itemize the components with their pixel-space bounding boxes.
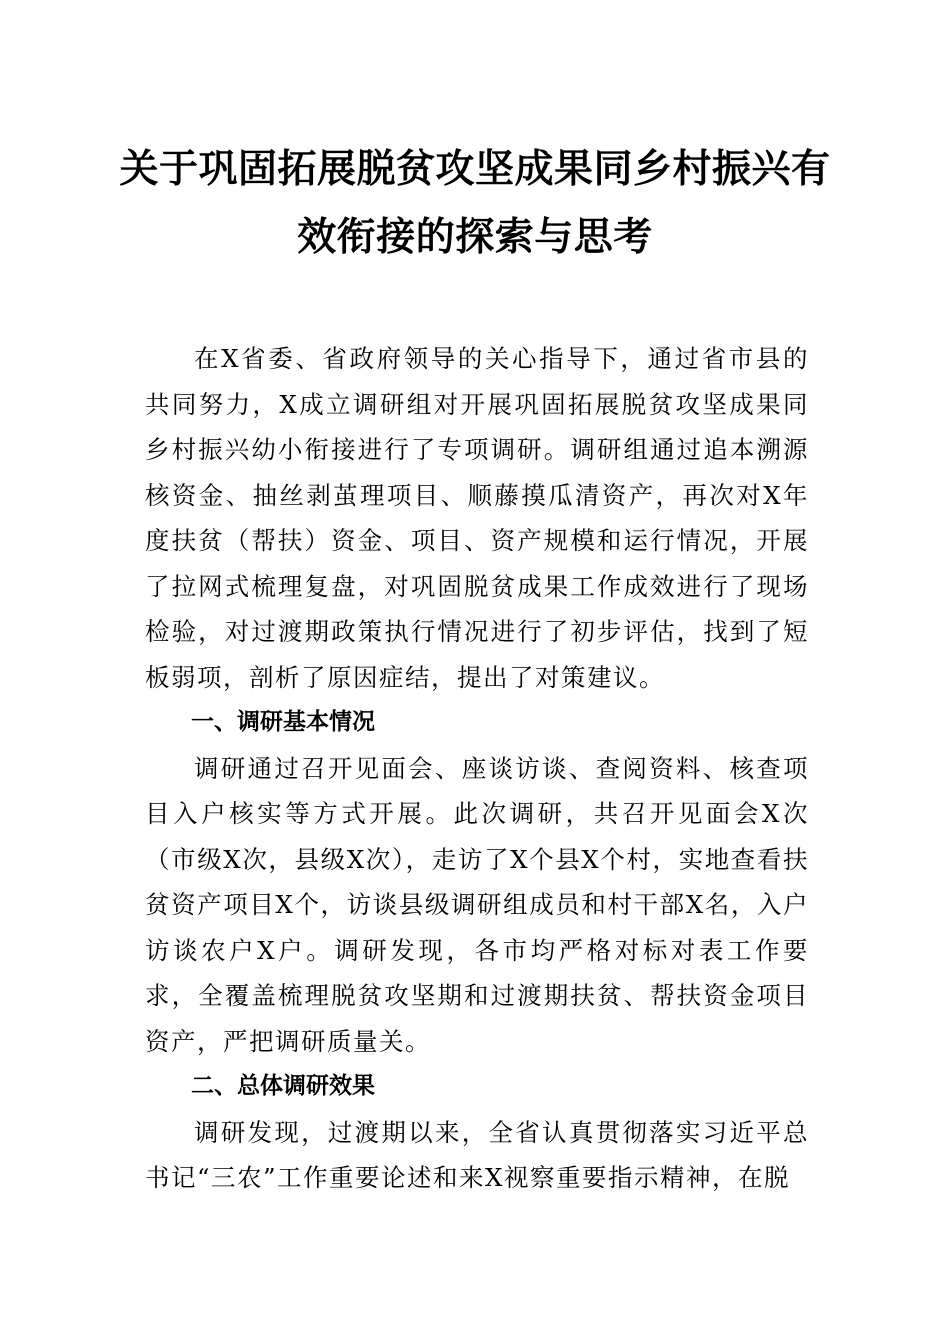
paragraph-intro: 在X省委、省政府领导的关心指导下，通过省市县的共同努力，X成立调研组对开展巩固拓展脱贫攻坚成果同乡村振兴幼小衔接进行了专项调研。调研组通过追本溯源核资金、抽丝剥茧理项目、顺藤摸瓜清资产，再次对X年度扶贫（帮扶）资金、项目、资产规模和运行情况，开展了拉网式梳理复盘，对巩固脱贫成果工作成效进行了现场检验，对过渡期政策执行情况进行了初步评估，找到了短板弱项，剖析了原因症结，提出了对策建议。 xyxy=(145,344,809,692)
paragraph-section-1: 调研通过召开见面会、座谈访谈、查阅资料、核查项目入户核实等方式开展。此次调研，共召开见面会X次（市级X次，县级X次），走访了X个县X个村，实地查看扶贫资产项目X个，访谈县级调研组成员和村干部X名，入户访谈农户X户。调研发现，各市均严格对标对表工作要求，全覆盖梳理脱贫攻坚期和过渡期扶贫、帮扶资金项目资产，严把调研质量关。 xyxy=(145,753,809,1056)
section-heading-2: 二、总体调研效果 xyxy=(191,1073,375,1099)
section-heading-1: 一、调研基本情况 xyxy=(191,709,375,735)
document-title-line-1: 关于巩固拓展脱贫攻坚成果同乡村振兴有 xyxy=(119,146,831,192)
document-body xyxy=(145,336,809,1201)
document-title-line-2: 效衔接的探索与思考 xyxy=(297,214,653,260)
paragraph-section-2: 调研发现，过渡期以来，全省认真贯彻落实习近平总书记“三农”工作重要论述和来X视察重要指示精神，在脱 xyxy=(145,1117,809,1192)
